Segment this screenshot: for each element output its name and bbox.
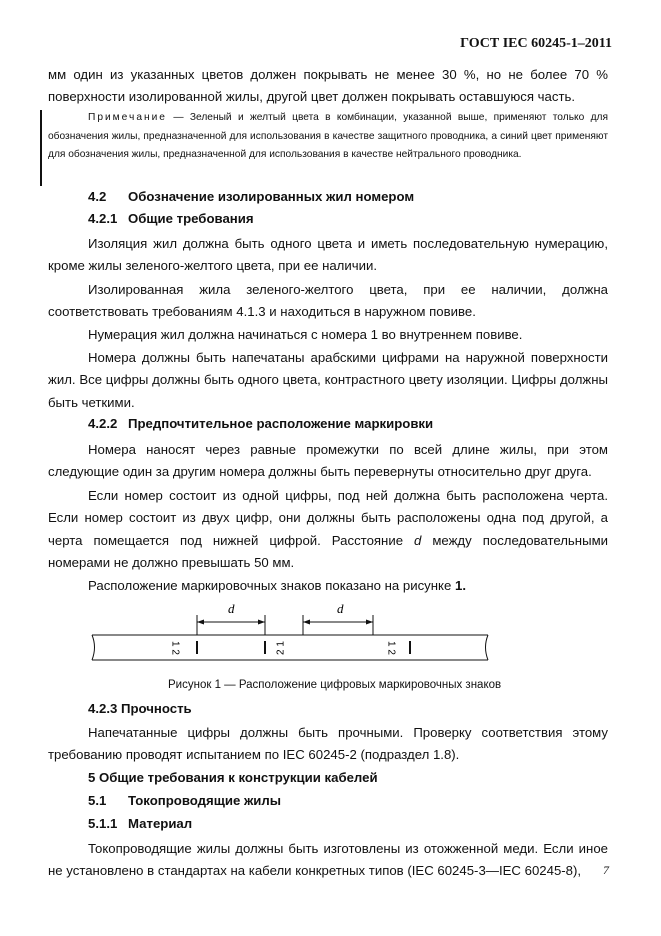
paragraph: Токопроводящие жилы должны быть изготовлены из отожженной меди. Если иное не установлено в стандартах на кабели конкретных типов (IEC 60245-3—IEC 60245-8), [48, 841, 608, 879]
figure-ref: 1. [454, 578, 466, 593]
wire-right-break [486, 635, 489, 660]
paragraph: Если номер состоит из одной цифры, под ней должна быть расположена черта. Если номер состоит из двух цифр, они должны быть расположены одна под другой, а черта помещается под нижней цифрой. Расстояние d между последовательными номерами не должно превышать 50 мм. [48, 488, 609, 570]
paragraph: Расположение маркировочных знаков показано на рисунке 1. [88, 578, 466, 593]
heading-title: Токопроводящие жилы [128, 793, 282, 808]
heading-number: 4.2.1 [88, 211, 118, 226]
note-label: Примечание [88, 112, 167, 123]
paragraph: Нумерация жил должна начинаться с номера 1 во внутреннем повиве. [88, 327, 523, 342]
page-number: 7 [603, 863, 609, 877]
variable-d: d [414, 532, 422, 548]
document-header: ГОСТ IEC 60245-1–2011 [460, 36, 612, 51]
heading-4-2-3: 4.2.3 Прочность [88, 701, 192, 716]
heading-5-1 [88, 793, 281, 808]
paragraph: Изолированная жила зеленого-желтого цвета, при ее наличии, должна соответствовать требованиям 4.1.3 и находиться в наружном повиве. [48, 282, 608, 320]
paragraph: Изоляция жил должна быть одного цвета и иметь последовательную нумерацию, кроме жилы зеленого-желтого цвета, при ее наличии. [48, 236, 608, 274]
heading-number: 4.2.2 [88, 416, 118, 431]
dim-arrow [258, 620, 265, 625]
paragraph: Номера наносят через равные промежутки по всей длине жилы, при этом следующие один за другим номера должны быть перевернуты относительно друг друга. [48, 442, 608, 480]
heading-4-2 [88, 189, 414, 204]
note-block [48, 109, 608, 165]
heading-number: 5.1.1 [88, 816, 118, 831]
heading-4-2-1 [88, 211, 254, 226]
note-text: — Зеленый и желтый цвета в комбинации, указанной выше, применяют только для обозначения жилы, предназначенной для использования в качестве защитного проводника, а синий цвет применяют для обозначения жилы, предназначенной для использования в качестве нейтрального проводника. [48, 112, 608, 160]
wire-number-mark: 1 2 [385, 641, 397, 655]
dim-arrow [197, 620, 204, 625]
heading-5: 5 Общие требования к конструкции кабелей [88, 770, 378, 785]
heading-number: 5.1 [88, 793, 107, 808]
heading-4-2-2 [88, 416, 433, 431]
heading-title: Предпочтительное расположение маркировки [128, 416, 434, 431]
paragraph: Напечатанные цифры должны быть прочными. Проверку соответствия этому требованию проводят испытанием по IEC 60245-2 (подраздел 1.8). [48, 725, 608, 763]
wire-number-mark-inverted: 2 1 [275, 641, 287, 655]
figure-1-drawing [0, 600, 661, 670]
paragraph-color-coverage: мм один из указанных цветов должен покрывать не менее 30 %, но не более 70 % поверхности изолированной жилы, другой цвет должен покрывать оставшуюся часть. [48, 67, 608, 105]
change-bar [40, 110, 42, 186]
heading-number: 4.2 [88, 189, 107, 204]
dim-arrow [303, 620, 310, 625]
wire-left-break [92, 635, 95, 660]
figure-caption: Рисунок 1 — Расположение цифровых маркировочных знаков [168, 679, 502, 691]
heading-title: Материал [128, 816, 193, 831]
dim-label-d: d [337, 601, 344, 616]
heading-5-1-1 [88, 816, 192, 831]
dim-arrow [366, 620, 373, 625]
dim-label-d: d [228, 601, 235, 616]
paragraph: Номера должны быть напечатаны арабскими цифрами на наружной поверхности жил. Все цифры должны быть одного цвета, контрастного цвету изоляции. Цифры должны быть четкими. [48, 350, 608, 410]
wire-number-mark: 1 2 [169, 641, 181, 655]
heading-title: Обозначение изолированных жил номером [128, 189, 415, 204]
heading-title: Общие требования [128, 211, 254, 226]
